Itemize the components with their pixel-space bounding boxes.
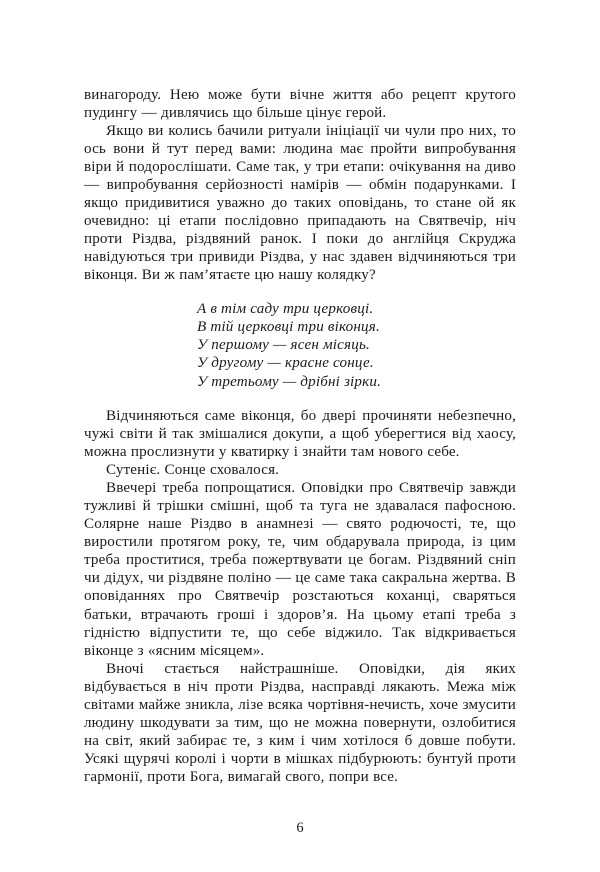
verse-line: У другому — красне сонце. bbox=[197, 355, 374, 372]
paragraph-3: Відчиняються саме віконця, бо двері прочиняти небезпечно, чужі світи й так змішалися докупи, а щоб уберегтися від хаосу, можна прослизнути у кватирку і знайти там нового себе. bbox=[84, 408, 516, 461]
text-column bbox=[84, 86, 516, 786]
verse-line: А в тім саду три церковці. bbox=[197, 300, 374, 317]
paragraph-2: Якщо ви колись бачили ритуали ініціації чи чули про них, то ось вони й тут перед вами: людина має пройти випробування віри й подорослішати. Саме так, у три етапи: очікування на диво — випробування серйозності намірів — обмін подарунками. І якщо придивитися уважно до таких оповідань, то стане ой як очевидно: ці етапи послідовно припадають на Святвечір, ніч проти Різдва, різдвяний ранок. І поки до англійця Скруджа навідуються три привиди Різдва, у нас здавен відчиняються три віконця. Ви ж пам’ятаєте цю нашу колядку? bbox=[84, 123, 516, 284]
verse-line: У третьому — дрібні зірки. bbox=[197, 373, 382, 390]
verse-line: В тій церковці три віконця. bbox=[197, 318, 380, 335]
verse-line: У першому — ясен місяць. bbox=[197, 337, 370, 354]
verse-top-spacer bbox=[84, 285, 516, 289]
paragraph-6: Вночі стається найстрашніше. Оповідки, дія яких відбувається в ніч проти Різдва, насправді лякають. Межа між світами майже зникла, лізе всяка чортівня-нечисть, хоче змусити людину шкодувати за тим, що не можна повернути, озлобитися на світ, який забирає те, з ким і чим хотілося б довше побути. Усякі щурячі королі і чорти в мішках підбурюють: бунтуй проти гармонії, проти Бога, вимагай свого, попри все. bbox=[84, 660, 516, 785]
paragraph-5: Ввечері треба попрощатися. Оповідки про Святвечір завжди тужливі й трішки смішні, щоб та туга не здавалася пафосною. Солярне наше Різдво в анамнезі — свято родючості, те, що виростили протягом року, те, чим обдарувала природа, із цим треба проститися, треба пожертвувати це богам. Різдвяний сніп чи дідух, чи різдвяне поліно — це саме така сакральна жертва. В оповіданнях про Святвечір розстаються коханці, сваряться батьки, втрачають гроші і здоров’я. На цьому етапі треба з гідністю відпустити те, що себе віджило. Так відкривається віконце з «ясним місяцем». bbox=[84, 480, 516, 659]
verse-block bbox=[84, 300, 516, 391]
paragraph-4: Сутеніє. Сонце сховалося. bbox=[106, 462, 280, 479]
paragraph-1: винагороду. Нею може бути вічне життя або рецепт крутого пудингу — дивлячись що більше цінує герой. bbox=[84, 87, 516, 122]
page-number: 6 bbox=[296, 820, 304, 836]
